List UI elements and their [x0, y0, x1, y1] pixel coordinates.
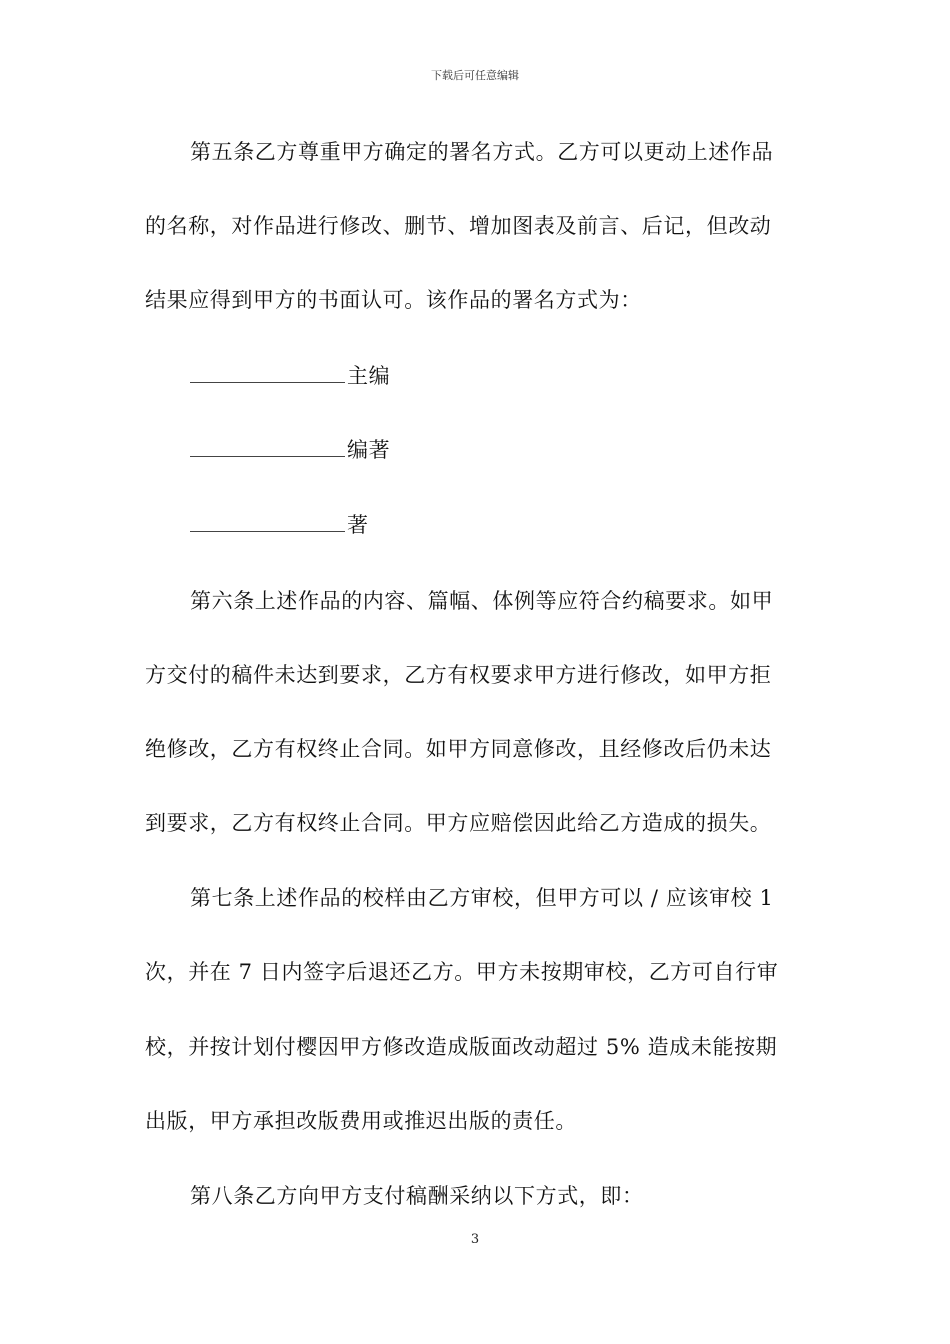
- text-line: 第八条乙方向甲方支付稿酬采纳以下方式，即：: [190, 1184, 644, 1208]
- blank-field: [190, 362, 345, 383]
- text-line: 第七条上述作品的校样由乙方审校，但甲方可以 / 应该审校 1: [190, 886, 774, 910]
- text-line: 第五条乙方尊重甲方确定的署名方式。乙方可以更动上述作品: [190, 140, 774, 164]
- blank-field: [190, 436, 345, 457]
- signature-role: 著: [347, 513, 369, 537]
- signature-line: [190, 435, 855, 465]
- header-note: 下载后可任意编辑: [431, 69, 519, 82]
- text-line: 第六条上述作品的内容、篇幅、体例等应符合约稿要求。如甲: [190, 589, 774, 613]
- signature-line: [190, 510, 855, 540]
- text-line: 次，并在 7 日内签字后退还乙方。甲方未按期审校，乙方可自行审: [145, 960, 779, 984]
- text-line: 校，并按计划付樱因甲方修改造成版面改动超过 5% 造成未能按期: [145, 1035, 778, 1059]
- signature-role: 编著: [347, 438, 391, 462]
- text-line: 的名称，对作品进行修改、删节、增加图表及前言、后记，但改动: [145, 214, 772, 238]
- text-line: 绝修改，乙方有权终止合同。如甲方同意修改，且经修改后仍未达: [145, 737, 772, 761]
- text-line: 出版，甲方承担改版费用或推迟出版的责任。: [145, 1109, 577, 1133]
- page-number: 3: [470, 1232, 480, 1247]
- text-line: 结果应得到甲方的书面认可。该作品的署名方式为：: [145, 288, 642, 312]
- text-line: 方交付的稿件未达到要求，乙方有权要求甲方进行修改，如甲方拒: [145, 663, 772, 687]
- text-line: 到要求，乙方有权终止合同。甲方应赔偿因此给乙方造成的损失。: [145, 811, 772, 835]
- signature-role: 主编: [347, 364, 391, 388]
- signature-line: [190, 361, 855, 391]
- blank-field: [190, 511, 345, 532]
